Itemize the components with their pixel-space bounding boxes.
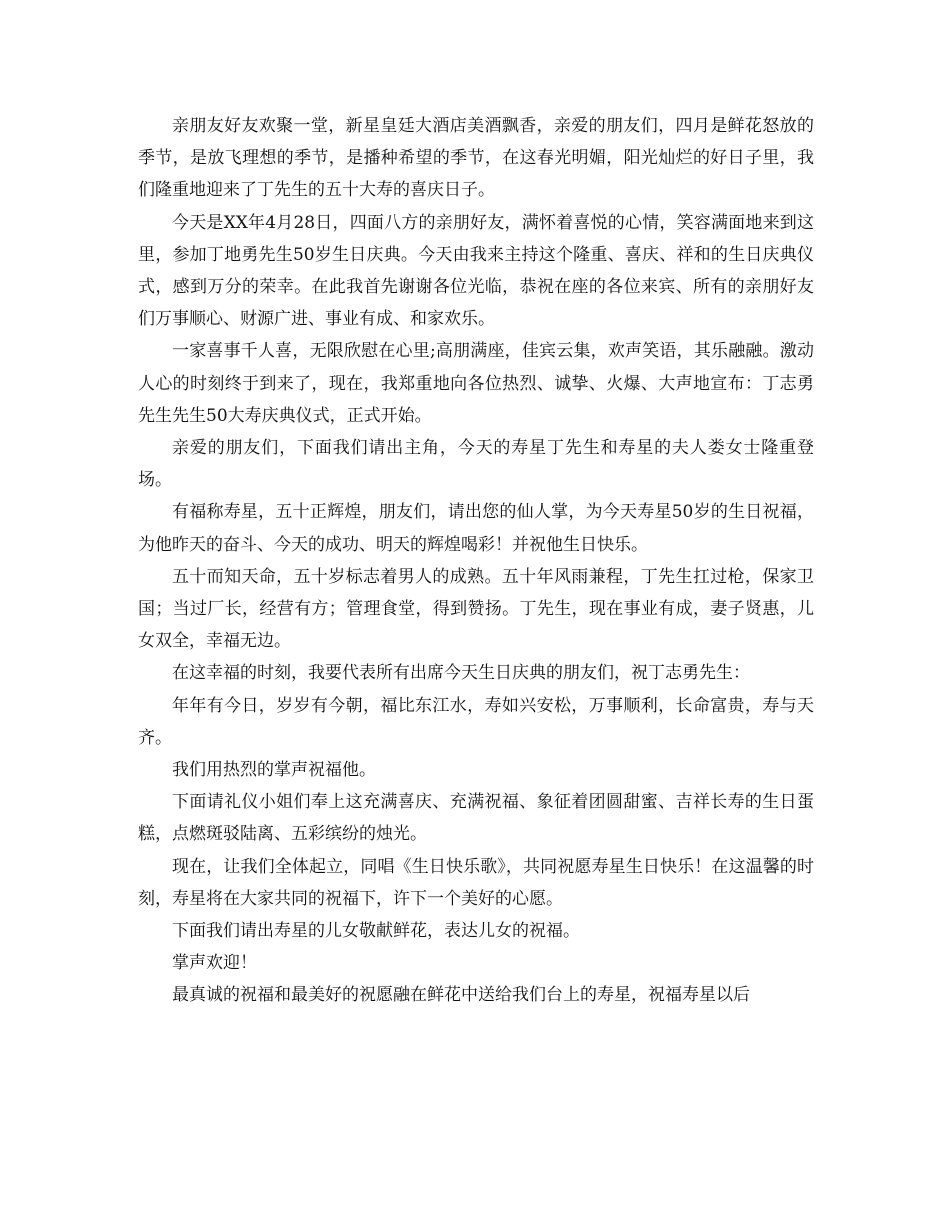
paragraph-9: 我们用热烈的掌声祝福他。: [172, 760, 376, 781]
paragraph-3: 一家喜事千人喜，无限欣慰在心里;高朋满座，佳宾云集，欢声笑语，其乐融融。激动人心的时刻终于到来了，现在，我郑重地向各位热烈、诚挚、火爆、大声地宣布：丁志勇先生先生50大寿庆典仪式，正式开始。: [138, 341, 814, 426]
paragraph-4: 亲爱的朋友们，下面我们请出主角，今天的寿星丁先生和寿星的夫人娄女士隆重登场。: [138, 438, 814, 491]
paragraph-6: 五十而知天命，五十岁标志着男人的成熟。五十年风雨兼程，丁先生扛过枪，保家卫国；当过厂长，经营有方；管理食堂，得到赞扬。丁先生，现在事业有成，妻子贤惠，儿女双全，幸福无边。: [138, 566, 814, 652]
paragraph-14: 最真诚的祝福和最美好的祝愿融在鲜花中送给我们台上的寿星，祝福寿星以后: [172, 985, 750, 1006]
paragraph-8: 年年有今日，岁岁有今朝，福比东江水，寿如兴安松，万事顺利，长命富贵，寿与天齐。: [138, 695, 814, 748]
paragraph-1: 亲朋友好友欢聚一堂，新星皇廷大酒店美酒飘香，亲爱的朋友们，四月是鲜花怒放的季节，是放飞理想的季节，是播种希望的季节，在这春光明媚，阳光灿烂的好日子里，我们隆重地迎来了丁先生的五十大寿的喜庆日子。: [138, 116, 814, 201]
paragraph-11: 现在，让我们全体起立，同唱《生日快乐歌》，共同祝愿寿星生日快乐！在这温馨的时刻，寿星将在大家共同的祝福下，许下一个美好的心愿。: [138, 856, 814, 909]
paragraph-2: 今天是XX年4月28日，四面八方的亲朋好友，满怀着喜悦的心情，笑容满面地来到这里，参加丁地勇先生50岁生日庆典。今天由我来主持这个隆重、喜庆、祥和的生日庆典仪式，感到万分的荣幸。在此我首先谢谢各位光临，恭祝在座的各位来宾、所有的亲朋好友们万事顺心、财源广进、事业有成、和家欢乐。: [138, 212, 814, 330]
paragraph-13: 掌声欢迎！: [172, 953, 257, 974]
paragraph-7: 在这幸福的时刻，我要代表所有出席今天生日庆典的朋友们，祝丁志勇先生：: [172, 663, 750, 684]
paragraph-5: 有福称寿星，五十正辉煌，朋友们，请出您的仙人掌，为今天寿星50岁的生日祝福，为他昨天的奋斗、今天的成功、明天的辉煌喝彩！并祝他生日快乐。: [138, 502, 814, 555]
paragraph-10: 下面请礼仪小姐们奉上这充满喜庆、充满祝福、象征着团圆甜蜜、吉祥长寿的生日蛋糕，点燃斑驳陆离、五彩缤纷的烛光。: [138, 792, 814, 845]
document-body: [138, 110, 814, 1012]
paragraph-12: 下面我们请出寿星的儿女敬献鲜花，表达儿女的祝福。: [172, 921, 580, 942]
